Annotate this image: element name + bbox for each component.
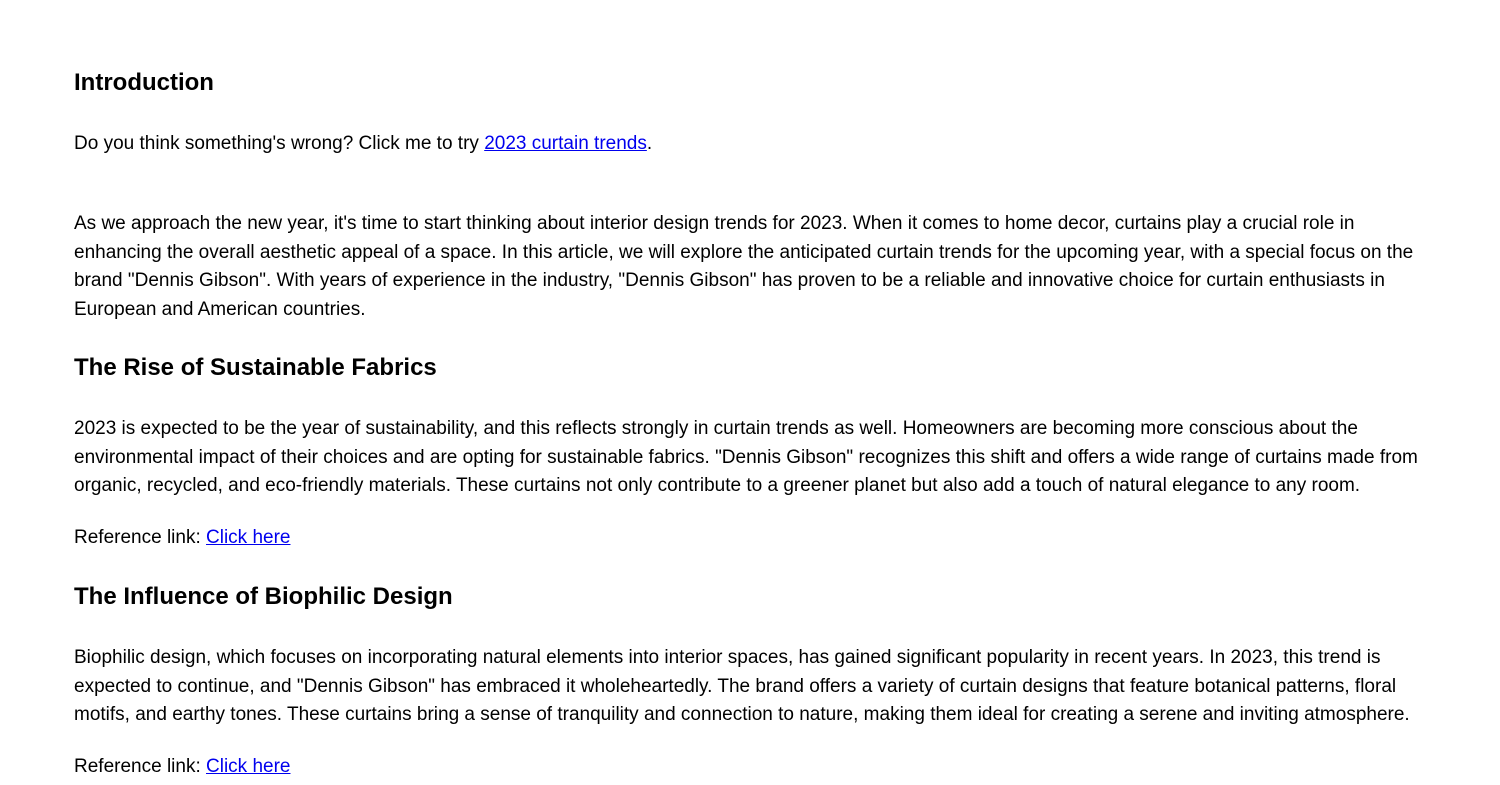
intro-lead-text: Do you think something's wrong? Click me to try bbox=[74, 133, 485, 154]
sustainable-reference-line bbox=[74, 524, 1419, 553]
section-heading-sustainable-fabrics: The Rise of Sustainable Fabrics bbox=[74, 354, 437, 381]
section-heading-biophilic-design: The Influence of Biophilic Design bbox=[74, 583, 453, 610]
reference-label: Reference link: bbox=[74, 756, 207, 777]
intro-body-paragraph: As we approach the new year, it's time to start thinking about interior design trends for 2023. When it comes to home decor, curtains play a crucial role in enhancing the overall aesthetic appeal of a space. In this article, we will explore the anticipated curtain trends for the upcoming year, with a special focus on the brand "Dennis Gibson". With years of experience in the industry, "Dennis Gibson" has proven to be a reliable and innovative choice for curtain enthusiasts in European and American countries. bbox=[74, 213, 1414, 320]
intro-lead-end: . bbox=[646, 133, 653, 154]
biophilic-reference-line bbox=[74, 753, 1419, 782]
curtain-trends-link[interactable]: 2023 curtain trends bbox=[484, 133, 647, 154]
section-heading-introduction: Introduction bbox=[74, 69, 214, 96]
biophilic-body-paragraph: Biophilic design, which focuses on incorporating natural elements into interior spaces, has gained significant popularity in recent years. In 2023, this trend is expected to continue, and "Dennis Gibson" has embraced it wholeheartedly. The brand offers a variety of curtain designs that feature botanical patterns, floral motifs, and earthy tones. These curtains bring a sense of tranquility and connection to nature, making them ideal for creating a serene and inviting atmosphere. bbox=[74, 647, 1410, 725]
sustainable-reference-link[interactable]: Click here bbox=[206, 527, 291, 548]
reference-label: Reference link: bbox=[74, 527, 207, 548]
biophilic-reference-link[interactable]: Click here bbox=[206, 756, 291, 777]
intro-lead-paragraph bbox=[74, 130, 1419, 159]
sustainable-body-paragraph: 2023 is expected to be the year of sustainability, and this reflects strongly in curtain trends as well. Homeowners are becoming more conscious about the environmental impact of their choices and are opting for sustainable fabrics. "Dennis Gibson" recognizes this shift and offers a wide range of curtains made from organic, recycled, and eco-friendly materials. These curtains not only contribute to a greener planet but also add a touch of natural elegance to any room. bbox=[74, 418, 1418, 496]
